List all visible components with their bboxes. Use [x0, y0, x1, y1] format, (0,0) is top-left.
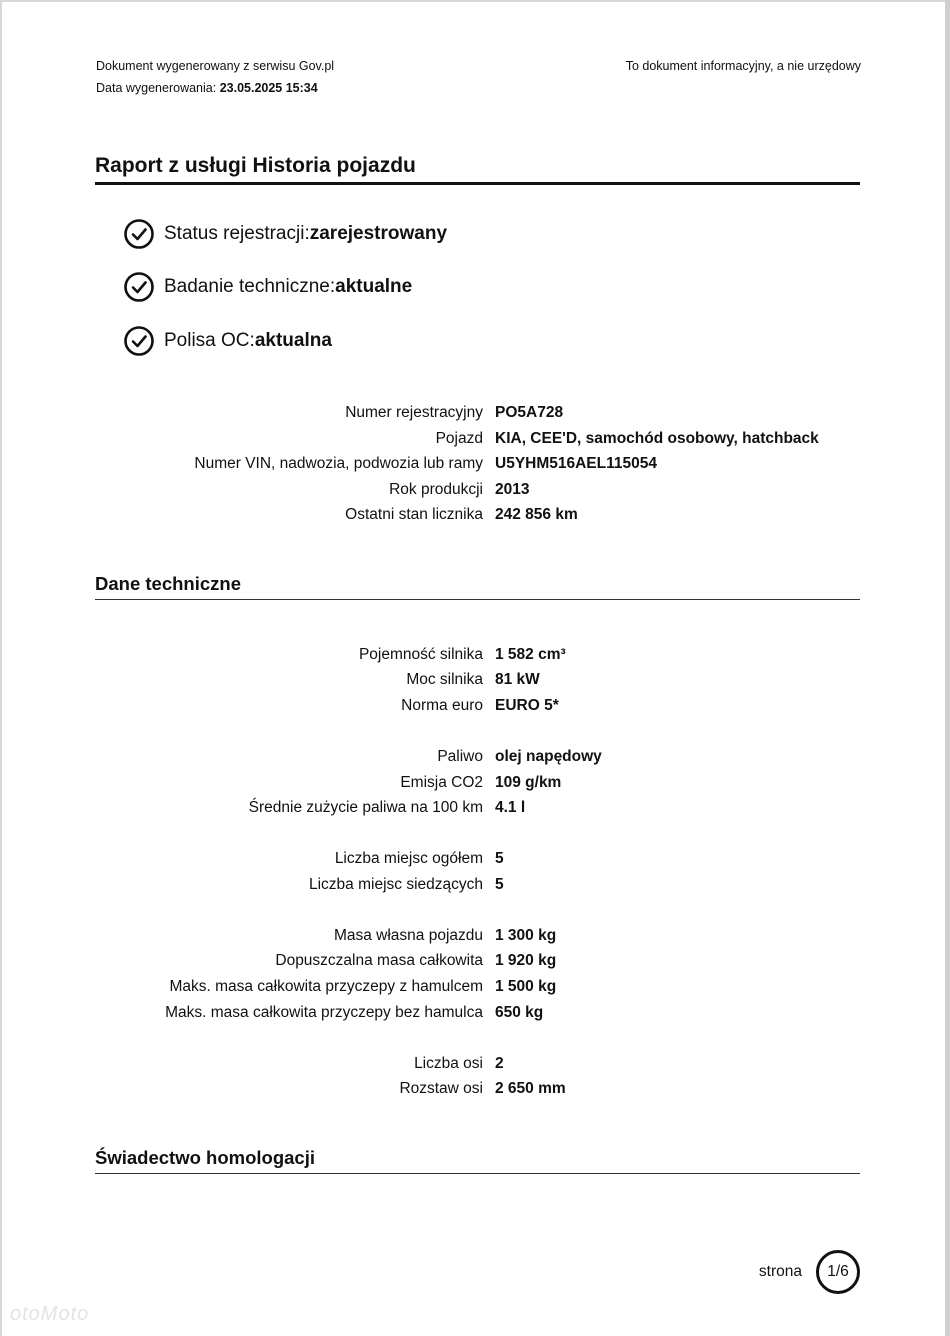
- section-title-technical: Dane techniczne: [95, 573, 241, 594]
- status-label: Badanie techniczne:: [164, 276, 336, 297]
- field-value: 242 856 km: [495, 506, 578, 523]
- field-value: 1 500 kg: [495, 978, 557, 995]
- field-label: Liczba miejsc siedzących: [308, 876, 483, 893]
- field-value: 2013: [495, 481, 530, 498]
- field-label: Ostatni stan licznika: [345, 506, 483, 523]
- field-label: Maks. masa całkowita przyczepy z hamulcem: [169, 978, 483, 995]
- checkmark-circle-icon: [124, 272, 154, 302]
- technical-row: [0, 951, 950, 971]
- status-inspection: [124, 271, 412, 303]
- vehicle-row: [0, 454, 950, 474]
- generated-date-value: 23.05.2025 15:34: [219, 81, 318, 95]
- field-label: Rok produkcji: [389, 481, 483, 498]
- status-value: aktualne: [335, 276, 413, 297]
- technical-row: [0, 645, 950, 665]
- field-label: Emisja CO2: [400, 774, 483, 791]
- page-border-left: [0, 0, 2, 1336]
- page-indicator: [759, 1250, 860, 1294]
- vehicle-row: [0, 429, 950, 449]
- checkmark-circle-icon: [124, 326, 154, 356]
- field-label: Liczba miejsc ogółem: [334, 850, 483, 867]
- status-label: Polisa OC:: [164, 330, 255, 351]
- field-value: 650 kg: [495, 1004, 544, 1021]
- field-label: Średnie zużycie paliwa na 100 km: [248, 799, 483, 816]
- field-label: Numer VIN, nadwozia, podwozia lub ramy: [194, 455, 483, 472]
- field-value: 5: [495, 876, 504, 893]
- field-label: Pojemność silnika: [358, 646, 483, 663]
- technical-row: [0, 977, 950, 997]
- status-registration: [124, 218, 447, 250]
- field-label: Masa własna pojazdu: [333, 927, 483, 944]
- technical-row: [0, 849, 950, 869]
- watermark-logo: otoMoto: [10, 1303, 90, 1325]
- page-label: strona: [758, 1263, 802, 1280]
- field-value: 81 kW: [495, 671, 540, 688]
- field-value: 2: [495, 1055, 504, 1072]
- technical-row: [0, 875, 950, 895]
- status-value: zarejestrowany: [309, 223, 448, 244]
- field-label: Norma euro: [401, 697, 483, 714]
- technical-row: [0, 696, 950, 716]
- field-label: Dopuszczalna masa całkowita: [275, 952, 483, 969]
- field-value: PO5A728: [495, 404, 564, 421]
- vehicle-row: [0, 505, 950, 525]
- generated-date-label: Data wygenerowania:: [96, 81, 220, 95]
- technical-row: [0, 1079, 950, 1099]
- section-divider: [95, 599, 860, 600]
- technical-row: [0, 670, 950, 690]
- technical-row: [0, 798, 950, 818]
- status-value: aktualna: [254, 330, 332, 351]
- field-value: 109 g/km: [495, 774, 562, 791]
- field-value: EURO 5*: [495, 697, 559, 714]
- technical-row: [0, 747, 950, 767]
- generated-date: [96, 81, 318, 95]
- field-label: Maks. masa całkowita przyczepy bez hamulca: [165, 1004, 483, 1021]
- field-label: Moc silnika: [406, 671, 483, 688]
- vehicle-row: [0, 403, 950, 423]
- field-value: 2 650 mm: [495, 1080, 566, 1097]
- page-number-badge: 1/6: [816, 1250, 860, 1294]
- field-value: 1 582 cm³: [495, 646, 566, 663]
- generated-from-text: Dokument wygenerowany z serwisu Gov.pl: [96, 59, 335, 73]
- page-border-top: [0, 0, 950, 2]
- field-label: Liczba osi: [414, 1055, 483, 1072]
- technical-row: [0, 773, 950, 793]
- section-divider: [95, 1173, 860, 1174]
- field-label: Numer rejestracyjny: [345, 404, 483, 421]
- report-title: Raport z usługi Historia pojazdu: [95, 154, 416, 177]
- field-value: olej napędowy: [495, 748, 602, 765]
- technical-row: [0, 1003, 950, 1023]
- field-value: 1 920 kg: [495, 952, 557, 969]
- page-border-right: [945, 0, 950, 1336]
- field-value: 5: [495, 850, 504, 867]
- vehicle-row: [0, 480, 950, 500]
- status-label: Status rejestracji:: [164, 223, 310, 244]
- disclaimer-text: To dokument informacyjny, a nie urzędowy: [625, 59, 861, 73]
- status-insurance: [124, 325, 332, 357]
- field-value: 4.1 l: [495, 799, 526, 816]
- field-label: Rozstaw osi: [399, 1080, 483, 1097]
- technical-row: [0, 1054, 950, 1074]
- field-label: Pojazd: [435, 430, 483, 447]
- field-value: 1 300 kg: [495, 927, 557, 944]
- field-value: U5YHM516AEL115054: [495, 455, 657, 472]
- title-divider: [95, 182, 860, 185]
- section-title-homologation: Świadectwo homologacji: [95, 1147, 315, 1168]
- field-value: KIA, CEE'D, samochód osobowy, hatchback: [495, 430, 819, 447]
- technical-row: [0, 926, 950, 946]
- checkmark-circle-icon: [124, 219, 154, 249]
- field-label: Paliwo: [437, 748, 483, 765]
